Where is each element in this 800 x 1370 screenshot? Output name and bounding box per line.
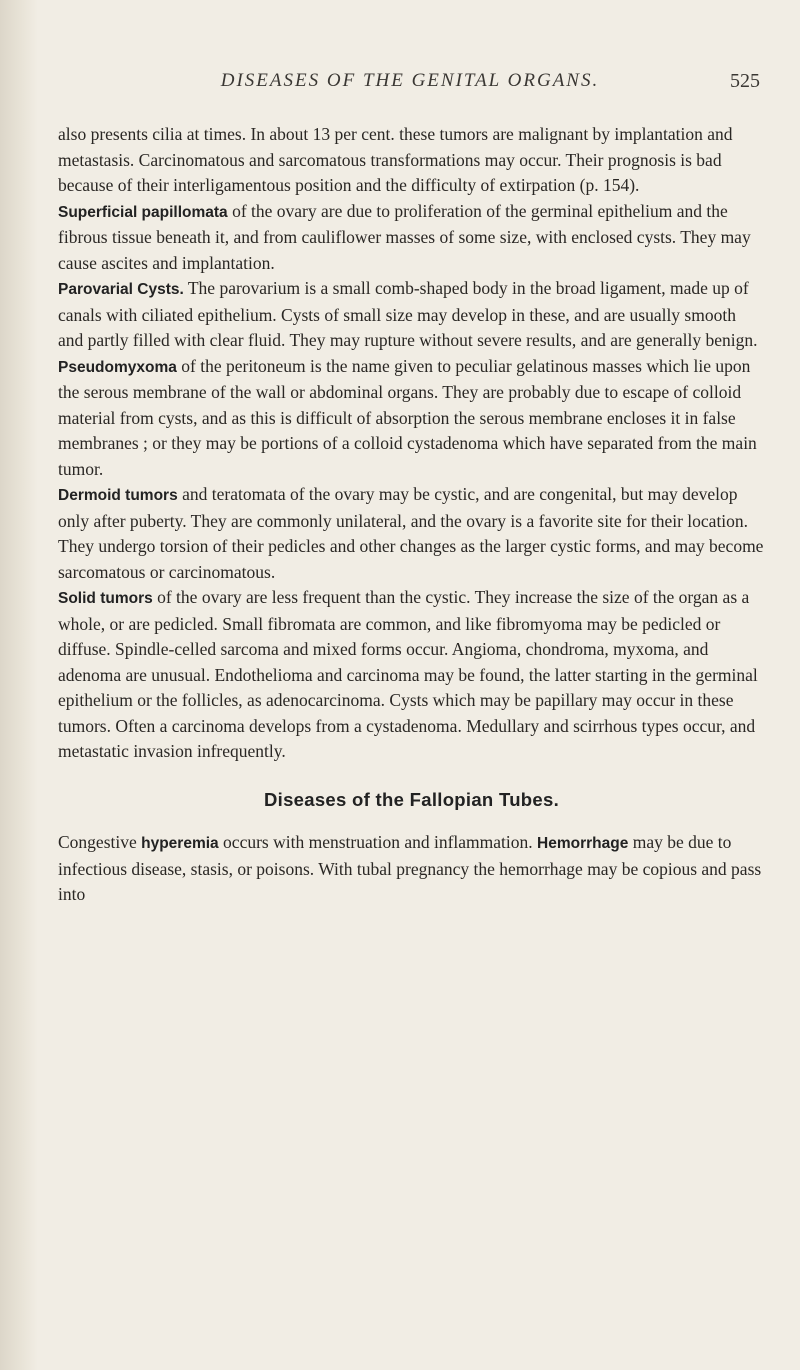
paragraph-text: Congestive: [58, 832, 142, 852]
paragraph-text: occurs with menstruation and inflammation.: [218, 832, 538, 852]
paragraph-continued: [58, 122, 765, 199]
page-gutter-shadow: [0, 0, 38, 1370]
paragraph-text: of the ovary are less frequent than the cystic. They increase the size of the organ as a whole, or are pedicled. Small fibromata are common, and like fibromyoma may be pedicled or diffuse. Spindle-celled sarcoma and mixed forms occur. Angioma, chondroma, myxoma, and adenoma are unusual. Endothelioma and carcinoma may be found, the latter starting in the germinal epithelium or the follicles, as adenocarcinoma. Cysts which may be papillary may occur in these tumors. Often a carcinoma develops from a cystadenoma. Medullary and scirrhous types occur, and metastatic invasion infrequently.: [58, 587, 758, 761]
paragraph-text: may be due to infectious disease, stasis, or poisons. With tubal pregnancy the hemorrhage may be copious and pass into: [58, 832, 762, 904]
paragraph-dermoid-tumors: [58, 482, 765, 585]
term-hemorrhage: Hemorrhage: [537, 835, 629, 852]
running-head: DISEASES OF THE GENITAL ORGANS.: [220, 70, 600, 91]
term-solid-tumors: Solid tumors: [58, 590, 153, 607]
paragraph-text: of the ovary are due to proliferation of the germinal epithelium and the fibrous tissue beneath it, and from cauliflower masses of some size, with enclosed cysts. They may cause ascites and implantation.: [58, 200, 751, 273]
paragraph-solid-tumors: [58, 585, 765, 765]
body-text: [58, 122, 765, 908]
page-number: 525: [730, 70, 760, 92]
paragraph-text: of the peritoneum is the name given to peculiar gelatinous masses which lie upon the serous membrane of the wall or abdominal organs. They are probably due to escape of colloid material from cysts, and as this is difficult of absorption the serous membrane encloses it in false membranes ; or they may be portions of a colloid cystadenoma which have separated from the main tumor.: [58, 355, 757, 479]
term-parovarial-cysts: Parovarial Cysts.: [58, 281, 184, 298]
term-pseudomyxoma: Pseudomyxoma: [58, 358, 177, 376]
paragraph-fallopian-tubes: [58, 830, 765, 908]
paragraph-text: The parovarium is a small comb-shaped body in the broad ligament, made up of canals with ciliated epithelium. Cysts of small size may develop in these, and are usually smooth and partly filled with clear fluid. They may rupture without severe results, and are generally benign.: [58, 278, 758, 350]
paragraph-pseudomyxoma: [58, 354, 765, 483]
term-dermoid-tumors: Dermoid tumors: [58, 487, 178, 504]
section-heading: Diseases of the Fallopian Tubes.: [263, 788, 560, 810]
paragraph-text: also presents cilia at times. In about 13 per cent. these tumors are malignant by implantation and metastasis. Carcinomatous and sarcomatous transformations may occur. Their prognosis is bad because of their interligamentous position and the difficulty of extirpation (p. 154).: [58, 124, 733, 195]
term-hyperemia: hyperemia: [141, 835, 219, 852]
paragraph-text: and teratomata of the ovary may be cystic, and are congenital, but may develop only after puberty. They are commonly unilateral, and the ovary is a favorite site for their location. They undergo torsion of their pedicles and other changes as the larger cystic forms, and may become sarcomatous or carcinomatous.: [58, 484, 764, 582]
term-superficial-papillomata: Superficial papillomata: [58, 203, 228, 221]
paragraph-parovarial-cysts: [58, 276, 765, 354]
paragraph-superficial-papillomata: [58, 199, 765, 277]
page-header: [60, 70, 760, 110]
